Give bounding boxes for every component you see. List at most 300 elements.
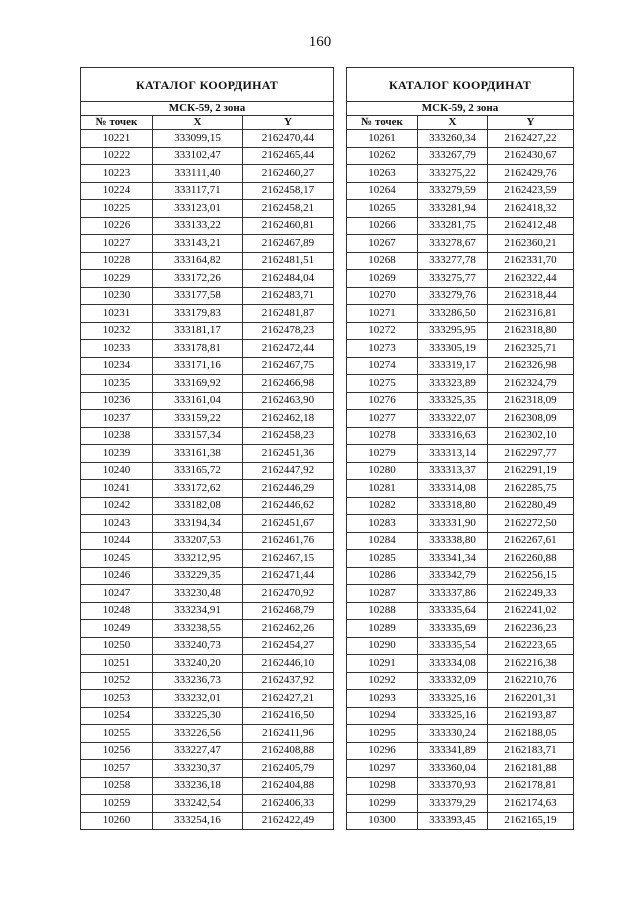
y-coordinate-cell: 2162462,26 (243, 620, 334, 638)
y-coordinate-cell: 2162297,77 (488, 445, 574, 463)
y-coordinate-cell: 2162280,49 (488, 497, 574, 515)
table-row (81, 287, 334, 305)
y-coordinate-cell: 2162183,71 (488, 742, 574, 760)
x-coordinate-cell: 333230,37 (153, 760, 243, 778)
point-number-cell: 10266 (347, 217, 418, 235)
table-row (347, 340, 574, 358)
x-coordinate-cell: 333227,47 (153, 742, 243, 760)
table-row (81, 812, 334, 830)
y-coordinate-cell: 2162451,36 (243, 445, 334, 463)
y-coordinate-cell: 2162178,81 (488, 777, 574, 795)
point-number-cell: 10239 (81, 445, 153, 463)
point-number-cell: 10247 (81, 585, 153, 603)
y-coordinate-cell: 2162460,81 (243, 217, 334, 235)
y-coordinate-cell: 2162241,02 (488, 602, 574, 620)
table-row (347, 480, 574, 498)
point-number-cell: 10246 (81, 567, 153, 585)
x-coordinate-cell: 333229,35 (153, 567, 243, 585)
y-coordinate-cell: 2162216,38 (488, 655, 574, 673)
point-number-cell: 10256 (81, 742, 153, 760)
table-row (81, 742, 334, 760)
x-coordinate-cell: 333338,80 (418, 532, 488, 550)
point-number-cell: 10224 (81, 182, 153, 200)
y-coordinate-cell: 2162437,92 (243, 672, 334, 690)
x-coordinate-cell: 333275,22 (418, 165, 488, 183)
y-coordinate-cell: 2162484,04 (243, 270, 334, 288)
point-number-cell: 10254 (81, 707, 153, 725)
table-row (81, 147, 334, 165)
y-coordinate-cell: 2162236,23 (488, 620, 574, 638)
y-coordinate-cell: 2162458,21 (243, 200, 334, 218)
x-coordinate-cell: 333279,76 (418, 287, 488, 305)
point-number-cell: 10240 (81, 462, 153, 480)
table-row (347, 497, 574, 515)
y-coordinate-cell: 2162458,17 (243, 182, 334, 200)
point-number-cell: 10234 (81, 357, 153, 375)
point-number-cell: 10290 (347, 637, 418, 655)
x-coordinate-cell: 333370,93 (418, 777, 488, 795)
table-row (81, 760, 334, 778)
table-row (347, 357, 574, 375)
y-coordinate-cell: 2162461,76 (243, 532, 334, 550)
table-row (81, 725, 334, 743)
table-row (347, 217, 574, 235)
coordinate-system-zone: МСК-59, 2 зона (347, 102, 574, 116)
point-number-cell: 10250 (81, 637, 153, 655)
x-coordinate-cell: 333313,37 (418, 462, 488, 480)
table-row (81, 252, 334, 270)
point-number-cell: 10285 (347, 550, 418, 568)
point-number-cell: 10287 (347, 585, 418, 603)
y-coordinate-cell: 2162165,19 (488, 812, 574, 830)
x-coordinate-cell: 333275,77 (418, 270, 488, 288)
x-coordinate-cell: 333161,38 (153, 445, 243, 463)
page-number: 160 (308, 34, 332, 50)
point-number-cell: 10230 (81, 287, 153, 305)
y-coordinate-cell: 2162408,88 (243, 742, 334, 760)
x-coordinate-cell: 333341,34 (418, 550, 488, 568)
point-number-cell: 10233 (81, 340, 153, 358)
point-number-cell: 10277 (347, 410, 418, 428)
table-row (81, 130, 334, 148)
y-coordinate-cell: 2162325,71 (488, 340, 574, 358)
y-coordinate-cell: 2162256,15 (488, 567, 574, 585)
point-number-cell: 10267 (347, 235, 418, 253)
table-row (81, 375, 334, 393)
y-coordinate-cell: 2162470,44 (243, 130, 334, 148)
x-coordinate-cell: 333172,62 (153, 480, 243, 498)
x-coordinate-cell: 333254,16 (153, 812, 243, 830)
table-row (81, 777, 334, 795)
x-coordinate-cell: 333337,86 (418, 585, 488, 603)
y-coordinate-cell: 2162467,15 (243, 550, 334, 568)
point-number-cell: 10264 (347, 182, 418, 200)
x-coordinate-cell: 333161,04 (153, 392, 243, 410)
y-coordinate-cell: 2162260,88 (488, 550, 574, 568)
x-coordinate-cell: 333281,75 (418, 217, 488, 235)
table-row (81, 515, 334, 533)
table-row (81, 497, 334, 515)
x-coordinate-cell: 333331,90 (418, 515, 488, 533)
x-coordinate-cell: 333335,64 (418, 602, 488, 620)
point-number-cell: 10268 (347, 252, 418, 270)
y-coordinate-cell: 2162418,32 (488, 200, 574, 218)
y-coordinate-cell: 2162322,44 (488, 270, 574, 288)
point-number-cell: 10286 (347, 567, 418, 585)
x-coordinate-cell: 333133,22 (153, 217, 243, 235)
point-number-cell: 10222 (81, 147, 153, 165)
point-number-cell: 10260 (81, 812, 153, 830)
x-coordinate-cell: 333181,17 (153, 322, 243, 340)
point-number-cell: 10294 (347, 707, 418, 725)
table-row (347, 777, 574, 795)
x-coordinate-cell: 333295,95 (418, 322, 488, 340)
point-number-cell: 10299 (347, 795, 418, 813)
y-coordinate-cell: 2162427,21 (243, 690, 334, 708)
y-coordinate-cell: 2162462,18 (243, 410, 334, 428)
x-coordinate-cell: 333342,79 (418, 567, 488, 585)
point-number-cell: 10237 (81, 410, 153, 428)
y-coordinate-cell: 2162466,98 (243, 375, 334, 393)
y-coordinate-cell: 2162210,76 (488, 672, 574, 690)
y-coordinate-cell: 2162291,19 (488, 462, 574, 480)
table-row (347, 550, 574, 568)
x-coordinate-cell: 333165,72 (153, 462, 243, 480)
table-row (81, 340, 334, 358)
y-coordinate-cell: 2162201,31 (488, 690, 574, 708)
y-coordinate-cell: 2162285,75 (488, 480, 574, 498)
table-row (347, 270, 574, 288)
point-number-cell: 10297 (347, 760, 418, 778)
point-number-cell: 10263 (347, 165, 418, 183)
table-row (347, 322, 574, 340)
table-row (81, 322, 334, 340)
x-coordinate-cell: 333240,20 (153, 655, 243, 673)
table-row (81, 410, 334, 428)
x-coordinate-cell: 333159,22 (153, 410, 243, 428)
point-number-cell: 10225 (81, 200, 153, 218)
x-coordinate-cell: 333341,89 (418, 742, 488, 760)
point-number-cell: 10283 (347, 515, 418, 533)
y-coordinate-cell: 2162318,09 (488, 392, 574, 410)
x-coordinate-cell: 333305,19 (418, 340, 488, 358)
y-coordinate-cell: 2162308,09 (488, 410, 574, 428)
x-coordinate-cell: 333267,79 (418, 147, 488, 165)
table-row (347, 427, 574, 445)
point-number-cell: 10244 (81, 532, 153, 550)
column-header-y: Y (488, 116, 574, 130)
table-row (81, 532, 334, 550)
y-coordinate-cell: 2162272,50 (488, 515, 574, 533)
x-coordinate-cell: 333143,21 (153, 235, 243, 253)
x-coordinate-cell: 333111,40 (153, 165, 243, 183)
y-coordinate-cell: 2162454,27 (243, 637, 334, 655)
table-row (81, 392, 334, 410)
y-coordinate-cell: 2162404,88 (243, 777, 334, 795)
point-number-cell: 10252 (81, 672, 153, 690)
point-number-cell: 10295 (347, 725, 418, 743)
x-coordinate-cell: 333277,78 (418, 252, 488, 270)
table-row (347, 130, 574, 148)
point-number-cell: 10280 (347, 462, 418, 480)
point-number-cell: 10271 (347, 305, 418, 323)
y-coordinate-cell: 2162471,44 (243, 567, 334, 585)
x-coordinate-cell: 333226,56 (153, 725, 243, 743)
table-row (81, 445, 334, 463)
table-row (347, 532, 574, 550)
y-coordinate-cell: 2162318,44 (488, 287, 574, 305)
table-row (81, 270, 334, 288)
y-coordinate-cell: 2162193,87 (488, 707, 574, 725)
y-coordinate-cell: 2162411,96 (243, 725, 334, 743)
table-row (347, 690, 574, 708)
x-coordinate-cell: 333325,16 (418, 707, 488, 725)
table-row (81, 585, 334, 603)
point-number-cell: 10261 (347, 130, 418, 148)
point-number-cell: 10236 (81, 392, 153, 410)
table-row (347, 655, 574, 673)
x-coordinate-cell: 333178,81 (153, 340, 243, 358)
y-coordinate-cell: 2162412,48 (488, 217, 574, 235)
x-coordinate-cell: 333322,07 (418, 410, 488, 428)
catalog-title: КАТАЛОГ КООРДИНАТ (81, 68, 334, 102)
point-number-cell: 10278 (347, 427, 418, 445)
y-coordinate-cell: 2162427,22 (488, 130, 574, 148)
y-coordinate-cell: 2162446,29 (243, 480, 334, 498)
x-coordinate-cell: 333286,50 (418, 305, 488, 323)
x-coordinate-cell: 333334,08 (418, 655, 488, 673)
point-number-cell: 10281 (347, 480, 418, 498)
point-number-cell: 10269 (347, 270, 418, 288)
y-coordinate-cell: 2162430,67 (488, 147, 574, 165)
y-coordinate-cell: 2162470,92 (243, 585, 334, 603)
x-coordinate-cell: 333182,08 (153, 497, 243, 515)
column-header-point: № точек (81, 116, 153, 130)
x-coordinate-cell: 333164,82 (153, 252, 243, 270)
y-coordinate-cell: 2162460,27 (243, 165, 334, 183)
x-coordinate-cell: 333360,04 (418, 760, 488, 778)
x-coordinate-cell: 333232,01 (153, 690, 243, 708)
table-row (347, 637, 574, 655)
table-row (347, 462, 574, 480)
table-row (347, 182, 574, 200)
table-row (81, 567, 334, 585)
point-number-cell: 10241 (81, 480, 153, 498)
table-row (81, 217, 334, 235)
point-number-cell: 10262 (347, 147, 418, 165)
table-body-left (81, 130, 334, 830)
point-number-cell: 10275 (347, 375, 418, 393)
x-coordinate-cell: 333325,35 (418, 392, 488, 410)
table-row (81, 427, 334, 445)
point-number-cell: 10292 (347, 672, 418, 690)
point-number-cell: 10282 (347, 497, 418, 515)
point-number-cell: 10300 (347, 812, 418, 830)
coordinate-system-zone: МСК-59, 2 зона (81, 102, 334, 116)
table-row (347, 760, 574, 778)
table-row (347, 742, 574, 760)
x-coordinate-cell: 333102,47 (153, 147, 243, 165)
point-number-cell: 10251 (81, 655, 153, 673)
table-row (347, 620, 574, 638)
point-number-cell: 10235 (81, 375, 153, 393)
point-number-cell: 10274 (347, 357, 418, 375)
x-coordinate-cell: 333236,73 (153, 672, 243, 690)
y-coordinate-cell: 2162467,75 (243, 357, 334, 375)
table-row (81, 200, 334, 218)
table-row (347, 410, 574, 428)
y-coordinate-cell: 2162188,05 (488, 725, 574, 743)
table-row (347, 567, 574, 585)
y-coordinate-cell: 2162483,71 (243, 287, 334, 305)
table-row (81, 357, 334, 375)
table-row (81, 182, 334, 200)
table-row (347, 305, 574, 323)
point-number-cell: 10284 (347, 532, 418, 550)
x-coordinate-cell: 333330,24 (418, 725, 488, 743)
y-coordinate-cell: 2162249,33 (488, 585, 574, 603)
table-row (81, 462, 334, 480)
x-coordinate-cell: 333325,16 (418, 690, 488, 708)
table-row (347, 672, 574, 690)
x-coordinate-cell: 333238,55 (153, 620, 243, 638)
y-coordinate-cell: 2162181,88 (488, 760, 574, 778)
y-coordinate-cell: 2162423,59 (488, 182, 574, 200)
table-row (347, 147, 574, 165)
x-coordinate-cell: 333225,30 (153, 707, 243, 725)
point-number-cell: 10259 (81, 795, 153, 813)
point-number-cell: 10279 (347, 445, 418, 463)
table-row (81, 795, 334, 813)
x-coordinate-cell: 333314,08 (418, 480, 488, 498)
point-number-cell: 10293 (347, 690, 418, 708)
table-row (81, 235, 334, 253)
y-coordinate-cell: 2162324,79 (488, 375, 574, 393)
x-coordinate-cell: 333194,34 (153, 515, 243, 533)
table-row (347, 392, 574, 410)
x-coordinate-cell: 333099,15 (153, 130, 243, 148)
point-number-cell: 10289 (347, 620, 418, 638)
table-body-right (347, 130, 574, 830)
table-row (347, 725, 574, 743)
y-coordinate-cell: 2162302,10 (488, 427, 574, 445)
x-coordinate-cell: 333279,59 (418, 182, 488, 200)
point-number-cell: 10257 (81, 760, 153, 778)
table-row (347, 235, 574, 253)
y-coordinate-cell: 2162174,63 (488, 795, 574, 813)
point-number-cell: 10249 (81, 620, 153, 638)
point-number-cell: 10232 (81, 322, 153, 340)
y-coordinate-cell: 2162405,79 (243, 760, 334, 778)
x-coordinate-cell: 333234,91 (153, 602, 243, 620)
point-number-cell: 10273 (347, 340, 418, 358)
point-number-cell: 10243 (81, 515, 153, 533)
y-coordinate-cell: 2162318,80 (488, 322, 574, 340)
table-row (347, 812, 574, 830)
x-coordinate-cell: 333212,95 (153, 550, 243, 568)
point-number-cell: 10291 (347, 655, 418, 673)
y-coordinate-cell: 2162468,79 (243, 602, 334, 620)
x-coordinate-cell: 333171,16 (153, 357, 243, 375)
y-coordinate-cell: 2162472,44 (243, 340, 334, 358)
table-row (81, 305, 334, 323)
table-row (81, 550, 334, 568)
point-number-cell: 10226 (81, 217, 153, 235)
x-coordinate-cell: 333117,71 (153, 182, 243, 200)
point-number-cell: 10255 (81, 725, 153, 743)
x-coordinate-cell: 333335,54 (418, 637, 488, 655)
point-number-cell: 10227 (81, 235, 153, 253)
point-number-cell: 10242 (81, 497, 153, 515)
point-number-cell: 10229 (81, 270, 153, 288)
table-row (347, 287, 574, 305)
table-row (347, 585, 574, 603)
column-header-point: № точек (347, 116, 418, 130)
table-row (347, 200, 574, 218)
y-coordinate-cell: 2162447,92 (243, 462, 334, 480)
column-header-x: X (153, 116, 243, 130)
y-coordinate-cell: 2162467,89 (243, 235, 334, 253)
y-coordinate-cell: 2162451,67 (243, 515, 334, 533)
table-row (81, 620, 334, 638)
table-row (81, 672, 334, 690)
table-row (347, 445, 574, 463)
x-coordinate-cell: 333335,69 (418, 620, 488, 638)
x-coordinate-cell: 333316,63 (418, 427, 488, 445)
x-coordinate-cell: 333318,80 (418, 497, 488, 515)
point-number-cell: 10228 (81, 252, 153, 270)
table-row (347, 602, 574, 620)
point-number-cell: 10265 (347, 200, 418, 218)
y-coordinate-cell: 2162446,10 (243, 655, 334, 673)
point-number-cell: 10245 (81, 550, 153, 568)
y-coordinate-cell: 2162316,81 (488, 305, 574, 323)
x-coordinate-cell: 333240,73 (153, 637, 243, 655)
point-number-cell: 10258 (81, 777, 153, 795)
point-number-cell: 10253 (81, 690, 153, 708)
x-coordinate-cell: 333177,58 (153, 287, 243, 305)
y-coordinate-cell: 2162406,33 (243, 795, 334, 813)
y-coordinate-cell: 2162429,76 (488, 165, 574, 183)
table-row (81, 637, 334, 655)
x-coordinate-cell: 333323,89 (418, 375, 488, 393)
y-coordinate-cell: 2162478,23 (243, 322, 334, 340)
point-number-cell: 10298 (347, 777, 418, 795)
table-row (81, 655, 334, 673)
point-number-cell: 10272 (347, 322, 418, 340)
column-header-x: X (418, 116, 488, 130)
y-coordinate-cell: 2162416,50 (243, 707, 334, 725)
point-number-cell: 10238 (81, 427, 153, 445)
y-coordinate-cell: 2162458,23 (243, 427, 334, 445)
x-coordinate-cell: 333236,18 (153, 777, 243, 795)
x-coordinate-cell: 333332,09 (418, 672, 488, 690)
table-row (347, 707, 574, 725)
table-row (81, 690, 334, 708)
table-row (81, 480, 334, 498)
y-coordinate-cell: 2162463,90 (243, 392, 334, 410)
point-number-cell: 10288 (347, 602, 418, 620)
table-row (81, 707, 334, 725)
point-number-cell: 10270 (347, 287, 418, 305)
x-coordinate-cell: 333123,01 (153, 200, 243, 218)
point-number-cell: 10221 (81, 130, 153, 148)
x-coordinate-cell: 333379,29 (418, 795, 488, 813)
y-coordinate-cell: 2162481,87 (243, 305, 334, 323)
y-coordinate-cell: 2162267,61 (488, 532, 574, 550)
y-coordinate-cell: 2162331,70 (488, 252, 574, 270)
table-row (347, 165, 574, 183)
